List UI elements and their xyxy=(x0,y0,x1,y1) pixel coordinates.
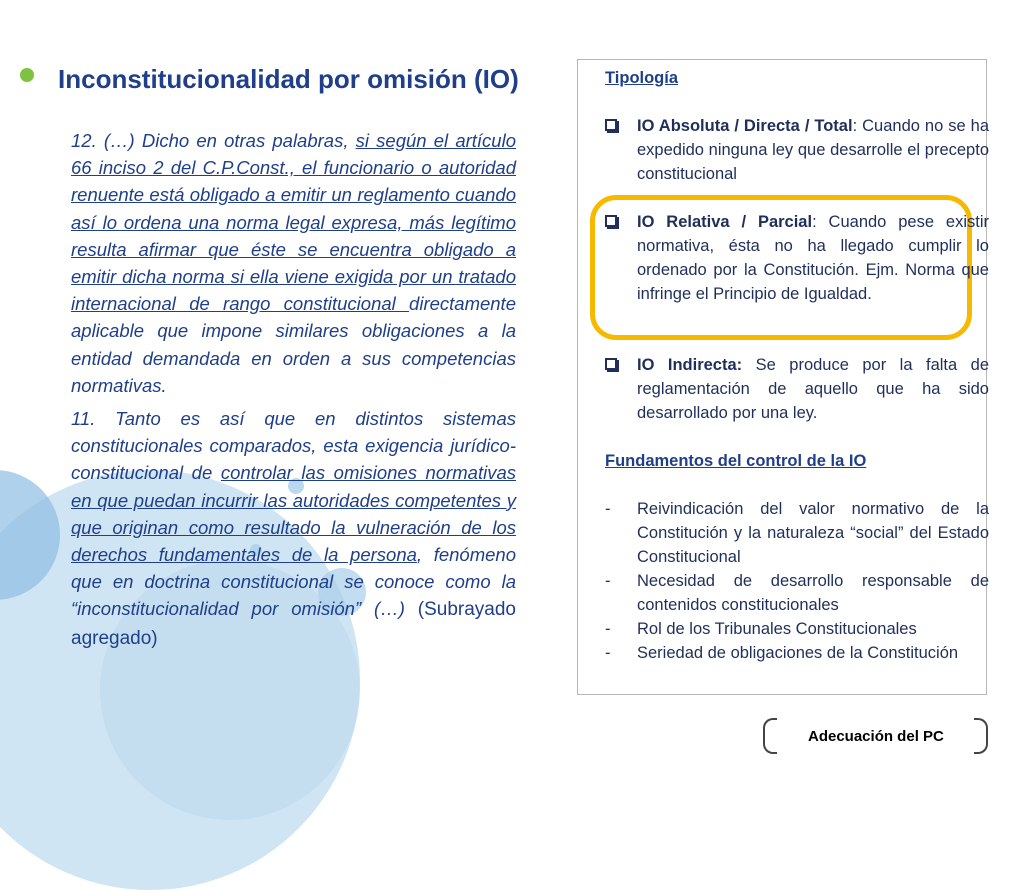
footer-brace-left xyxy=(763,718,777,754)
list-item-fundamento: - Seriedad de obligaciones de la Constitución xyxy=(605,641,989,665)
quote-paragraph-12: 12. (…) Dicho en otras palabras, si según el artículo 66 inciso 2 del C.P.Const., el funcionario o autoridad renuente está obligado a emitir un reglamento cuando así lo ordena una norma legal expresa, más legítimo resulta afirmar que éste se encuentra obligado a emitir dicha norma si ella viene exigida por un tratado internacional de rango constitucional directamente aplicable que impone similares obligaciones a la entidad demandada en orden a sus competencias normativas. xyxy=(71,130,516,396)
list-item-io-indirecta: IO Indirecta: Se produce por la falta de reglamentación de aquello que ha sido desarrollado por una ley. xyxy=(605,353,989,425)
dash-bullet: - xyxy=(605,644,611,662)
footer-brace-right xyxy=(974,718,988,754)
tipologia-heading: Tipología xyxy=(605,69,679,87)
dash-bullet: - xyxy=(605,572,611,590)
checkbox-bullet-icon xyxy=(605,215,617,227)
list-item-fundamento: - Reivindicación del valor normativo de la Constitución y la naturaleza “social” del Estado Constitucional xyxy=(605,497,989,569)
title-bullet-icon xyxy=(20,68,34,82)
dash-bullet: - xyxy=(605,620,611,638)
slide-title: Inconstitucionalidad por omisión (IO) xyxy=(58,64,519,94)
checkbox-bullet-icon xyxy=(605,358,617,370)
list-item-fundamento: - Rol de los Tribunales Constitucionales xyxy=(605,617,989,641)
quote-underline-2: controlar las omisiones normativas en que puedan incurrir las autoridades competentes y que originan como resultado la vulneración de los derechos fundamentales de la persona xyxy=(71,462,517,566)
quote-note: (Subrayado agregado) xyxy=(71,599,516,649)
fundamentos-heading: Fundamentos del control de la IO xyxy=(605,452,867,470)
list-item-io-relativa: IO Relativa / Parcial: Cuando pese existir normativa, ésta no ha llegado cumplir lo ordenado por la Constitución. Ejm. Norma que infringe el Principio de Igualdad. xyxy=(605,210,989,306)
list-item-io-absoluta: IO Absoluta / Directa / Total: Cuando no se ha expedido ninguna ley que desarrolle el precepto constitucional xyxy=(605,114,989,186)
dash-bullet: - xyxy=(605,500,611,518)
checkbox-bullet-icon xyxy=(605,119,617,131)
quote-underline-1: si según el artículo 66 inciso 2 del C.P.Const., el funcionario o autoridad renuente está obligado a emitir un reglamento cuando así lo ordena una norma legal expresa, más legítimo resulta afirmar que éste se encuentra obligado a emitir dicha norma si ella viene exigida por un tratado internacional de rango constitucional xyxy=(71,130,516,315)
list-item-fundamento: - Necesidad de desarrollo responsable de contenidos constitucionales xyxy=(605,569,989,617)
footer-label: Adecuación del PC xyxy=(808,728,944,745)
quote-block xyxy=(71,127,516,658)
quote-paragraph-11: 11. Tanto es así que en distintos sistemas constitucionales comparados, esta exigencia jurídico-constitucional de controlar las omisiones normativas en que puedan incurrir las autoridades competentes y que originan como resultado la vulneración de los derechos fundamentales de la persona, fenómeno que en doctrina constitucional se conoce como la “inconstitucionalidad por omisión” (…) (Subrayado agregado) xyxy=(71,408,517,649)
